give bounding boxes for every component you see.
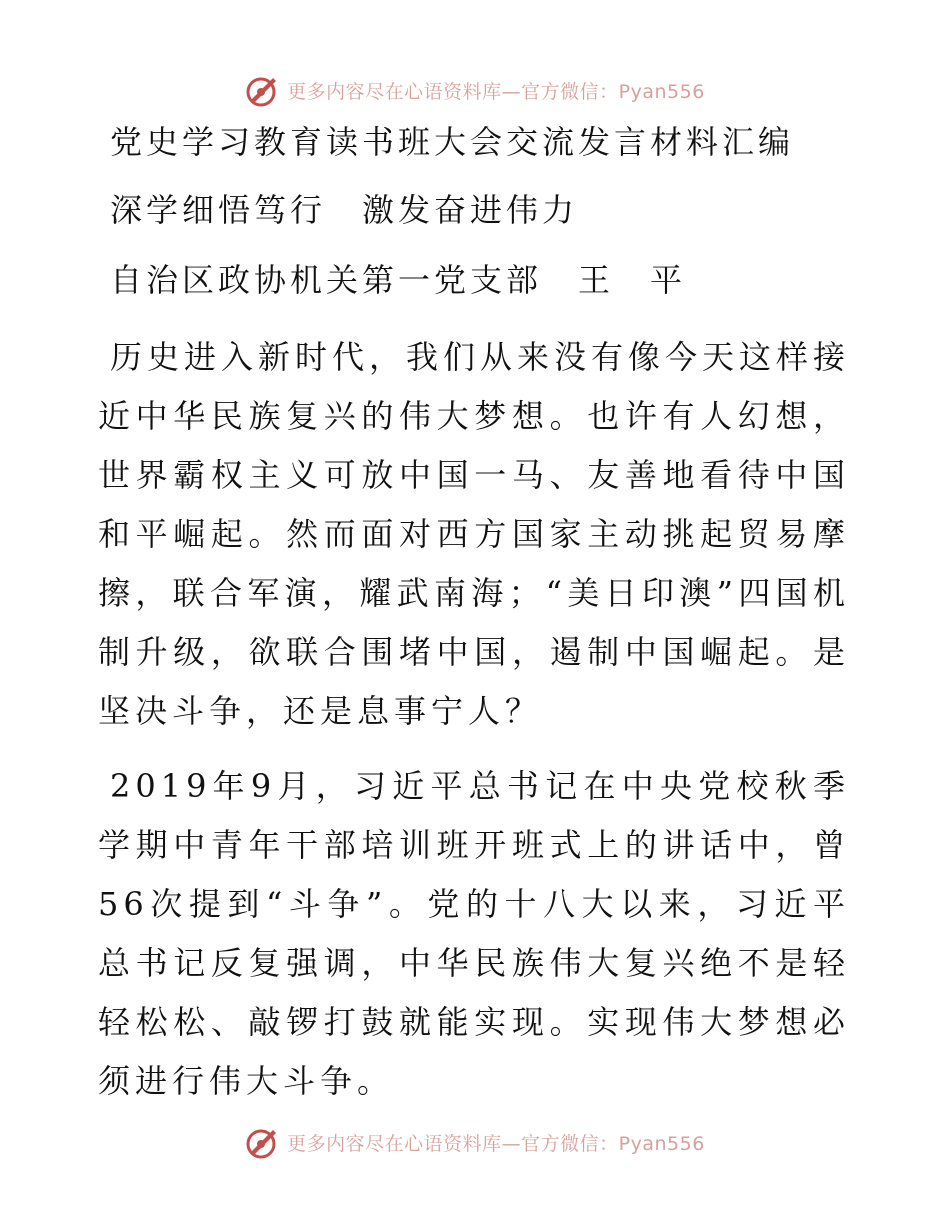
document-body bbox=[98, 120, 858, 1127]
document-author: 自治区政协机关第一党支部 王 平 bbox=[110, 261, 687, 299]
watermark-text: 更多内容尽在心语资料库—官方微信：Pyan556 bbox=[287, 80, 705, 103]
document-subtitle: 深学细悟笃行 激发奋进伟力 bbox=[110, 191, 579, 229]
paragraph: 2019年9月，习近平总书记在中央党校秋季学期中青年干部培训班开班式上的讲话中，曾56次提到“斗争”。党的十八大以来，习近平总书记反复强调，中华民族伟大复兴绝不是轻轻松松、敲锣打鼓就能实现。实现伟大梦想必须进行伟大斗争。 bbox=[98, 767, 850, 1100]
quill-seal-icon bbox=[245, 1124, 281, 1160]
quill-seal-icon bbox=[245, 72, 281, 108]
watermark-text: 更多内容尽在心语资料库—官方微信：Pyan556 bbox=[287, 1132, 705, 1155]
footer-watermark bbox=[0, 1124, 950, 1160]
paragraph: 历史进入新时代，我们从来没有像今天这样接近中华民族复兴的伟大梦想。也许有人幻想，世界霸权主义可放中国一马、友善地看待中国和平崛起。然而面对西方国家主动挑起贸易摩擦，联合军演，耀武南海；“美日印澳”四国机制升级，欲联合围堵中国，遏制中国崛起。是坚决斗争，还是息事宁人？ bbox=[98, 338, 851, 730]
header-watermark bbox=[0, 72, 950, 108]
document-title: 党史学习教育读书班大会交流发言材料汇编 bbox=[110, 123, 795, 161]
